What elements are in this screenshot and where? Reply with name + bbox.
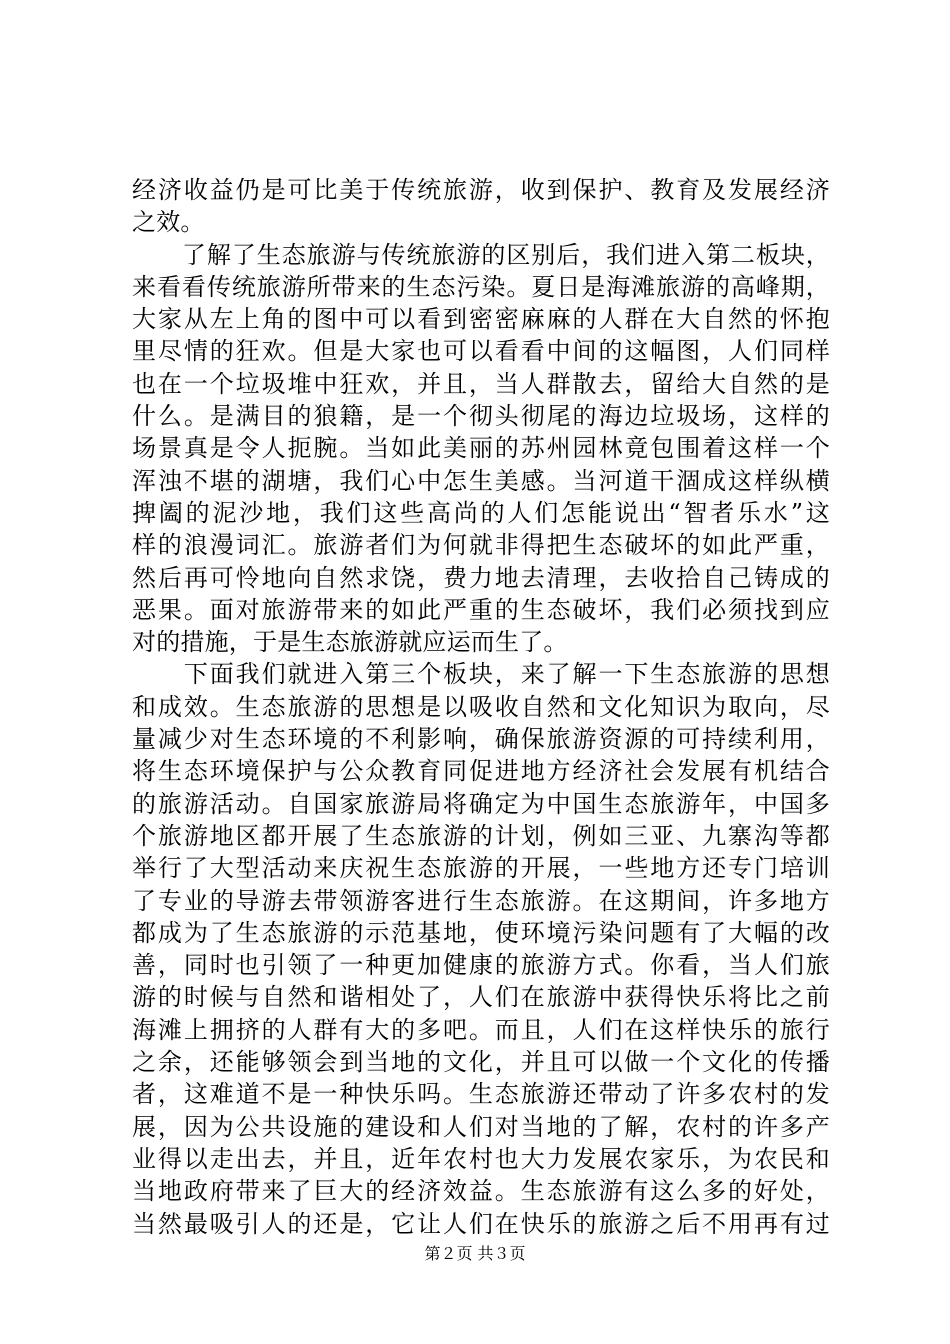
page-number-footer: 第２页 共３页 (424, 1244, 526, 1263)
text-line: 恶果。面对旅游带来的如此严重的生态破坏，我们必须找到应 (132, 595, 830, 624)
text-line: 捭阖的泥沙地，我们这些高尚的人们怎能说出“智者乐水”这 (132, 498, 830, 527)
text-line: 然后再可怜地向自然求饶，费力地去清理，去收拾自己铸成的 (132, 563, 830, 592)
document-body (132, 174, 830, 1240)
text-line: 之余，还能够领会到当地的文化，并且可以做一个文化的传播 (132, 1048, 830, 1077)
text-line: 的旅游活动。自国家旅游局将确定为中国生态旅游年，中国多 (132, 789, 830, 818)
text-line: 业得以走出去，并且，近年农村也大力发展农家乐，为农民和 (132, 1144, 830, 1173)
text-line: 量减少对生态环境的不利影响，确保旅游资源的可持续利用， (132, 725, 830, 754)
text-line: 对的措施，于是生态旅游就应运而生了。 (132, 628, 568, 657)
text-line: 浑浊不堪的湖塘，我们心中怎生美感。当河道干涸成这样纵横 (132, 466, 830, 495)
text-line: 海滩上拥挤的人群有大的多吧。而且，人们在这样快乐的旅行 (132, 1015, 830, 1044)
text-line: 了解了生态旅游与传统旅游的区别后，我们进入第二板块， (132, 240, 830, 269)
text-line: 善，同时也引领了一种更加健康的旅游方式。你看，当人们旅 (132, 951, 830, 980)
text-line: 将生态环境保护与公众教育同促进地方经济社会发展有机结合 (132, 757, 830, 786)
text-line: 游的时候与自然和谐相处了，人们在旅游中获得快乐将比之前 (132, 983, 830, 1012)
text-line: 举行了大型活动来庆祝生态旅游的开展，一些地方还专门培训 (132, 854, 830, 883)
text-line: 来看看传统旅游所带来的生态污染。夏日是海滩旅游的高峰期， (132, 272, 830, 301)
text-line: 经济收益仍是可比美于传统旅游，收到保护、教育及发展经济 (132, 176, 830, 204)
text-line: 下面我们就进入第三个板块，来了解一下生态旅游的思想 (132, 660, 830, 689)
text-line: 了专业的导游去带领游客进行生态旅游。在这期间，许多地方 (132, 886, 830, 915)
text-line: 也在一个垃圾堆中狂欢，并且，当人群散去，留给大自然的是 (132, 369, 830, 398)
text-line: 个旅游地区都开展了生态旅游的计划，例如三亚、九寨沟等都 (132, 821, 830, 850)
text-line: 当地政府带来了巨大的经济效益。生态旅游有这么多的好处， (132, 1177, 830, 1206)
text-line: 样的浪漫词汇。旅游者们为何就非得把生态破坏的如此严重， (132, 531, 830, 560)
text-line: 什么。是满目的狼籍，是一个彻头彻尾的海边垃圾场，这样的 (132, 402, 830, 431)
text-line: 当然最吸引人的还是，它让人们在快乐的旅游之后不用再有过 (132, 1209, 830, 1238)
text-line: 展，因为公共设施的建设和人们对当地的了解，农村的许多产 (132, 1112, 830, 1141)
text-line: 之效。 (132, 208, 205, 237)
text-line: 场景真是令人扼腕。当如此美丽的苏州园林竟包围着这样一个 (132, 434, 830, 463)
text-line: 大家从左上角的图中可以看到密密麻麻的人群在大自然的怀抱 (132, 305, 830, 334)
text-line: 里尽情的狂欢。但是大家也可以看看中间的这幅图，人们同样 (132, 337, 830, 366)
text-line: 者，这难道不是一种快乐吗。生态旅游还带动了许多农村的发 (132, 1080, 830, 1109)
text-line: 都成为了生态旅游的示范基地，使环境污染问题有了大幅的改 (132, 918, 830, 947)
text-line: 和成效。生态旅游的思想是以吸收自然和文化知识为取向，尽 (132, 692, 830, 721)
